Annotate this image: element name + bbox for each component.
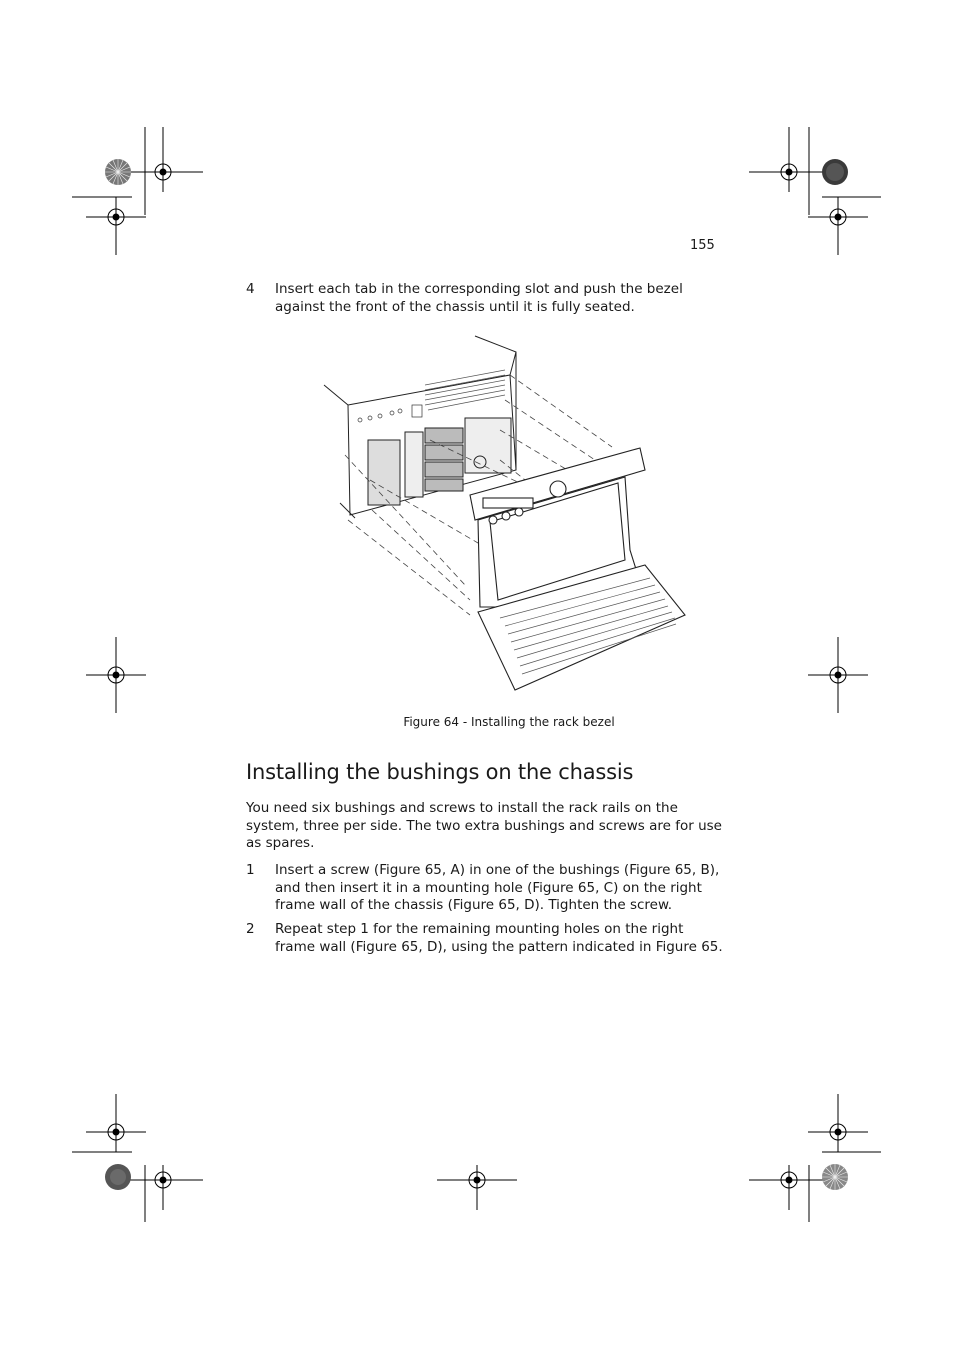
crosshair-icon [123,127,203,192]
crosshair-icon [437,1165,517,1210]
crosshair-icon [86,1094,146,1152]
step-text: Insert a screw (Figure 65, A) in one of the bushings (Figure 65, B), and then insert it in a mounting hole (Figure 65, C) on the right frame wall of the chassis (Figure 65, D). Tighten the screw. [275,862,720,913]
step-number: 2 [246,921,255,937]
starburst-icon [105,1164,131,1190]
page-number: 155 [690,238,715,253]
crosshair-icon [749,127,829,192]
crosshair-icon [808,637,868,713]
crosshair-icon [808,197,868,255]
starburst-icon [105,159,131,185]
figure-caption: Figure 64 - Installing the rack bezel [403,715,615,729]
starburst-icon [822,159,848,185]
step-number: 4 [246,281,255,297]
starburst-icon [822,1164,848,1190]
step-number: 1 [246,862,255,878]
step-text: Repeat step 1 for the remaining mounting holes on the right frame wall (Figure 65, D), using the pattern indicated in Figure 65. [275,921,723,955]
crosshair-icon [86,637,146,713]
section-heading: Installing the bushings on the chassis [246,760,634,784]
crosshair-icon [749,1165,829,1210]
crosshair-icon [808,1094,868,1152]
step-text: Insert each tab in the corresponding slot and push the bezel against the front of the chassis until it is fully seated. [275,281,683,315]
intro-paragraph: You need six bushings and screws to install the rack rails on the system, three per side. The two extra bushings and screws are for use as spares. [246,800,722,851]
crosshair-icon [86,197,146,255]
crosshair-icon [123,1165,203,1210]
